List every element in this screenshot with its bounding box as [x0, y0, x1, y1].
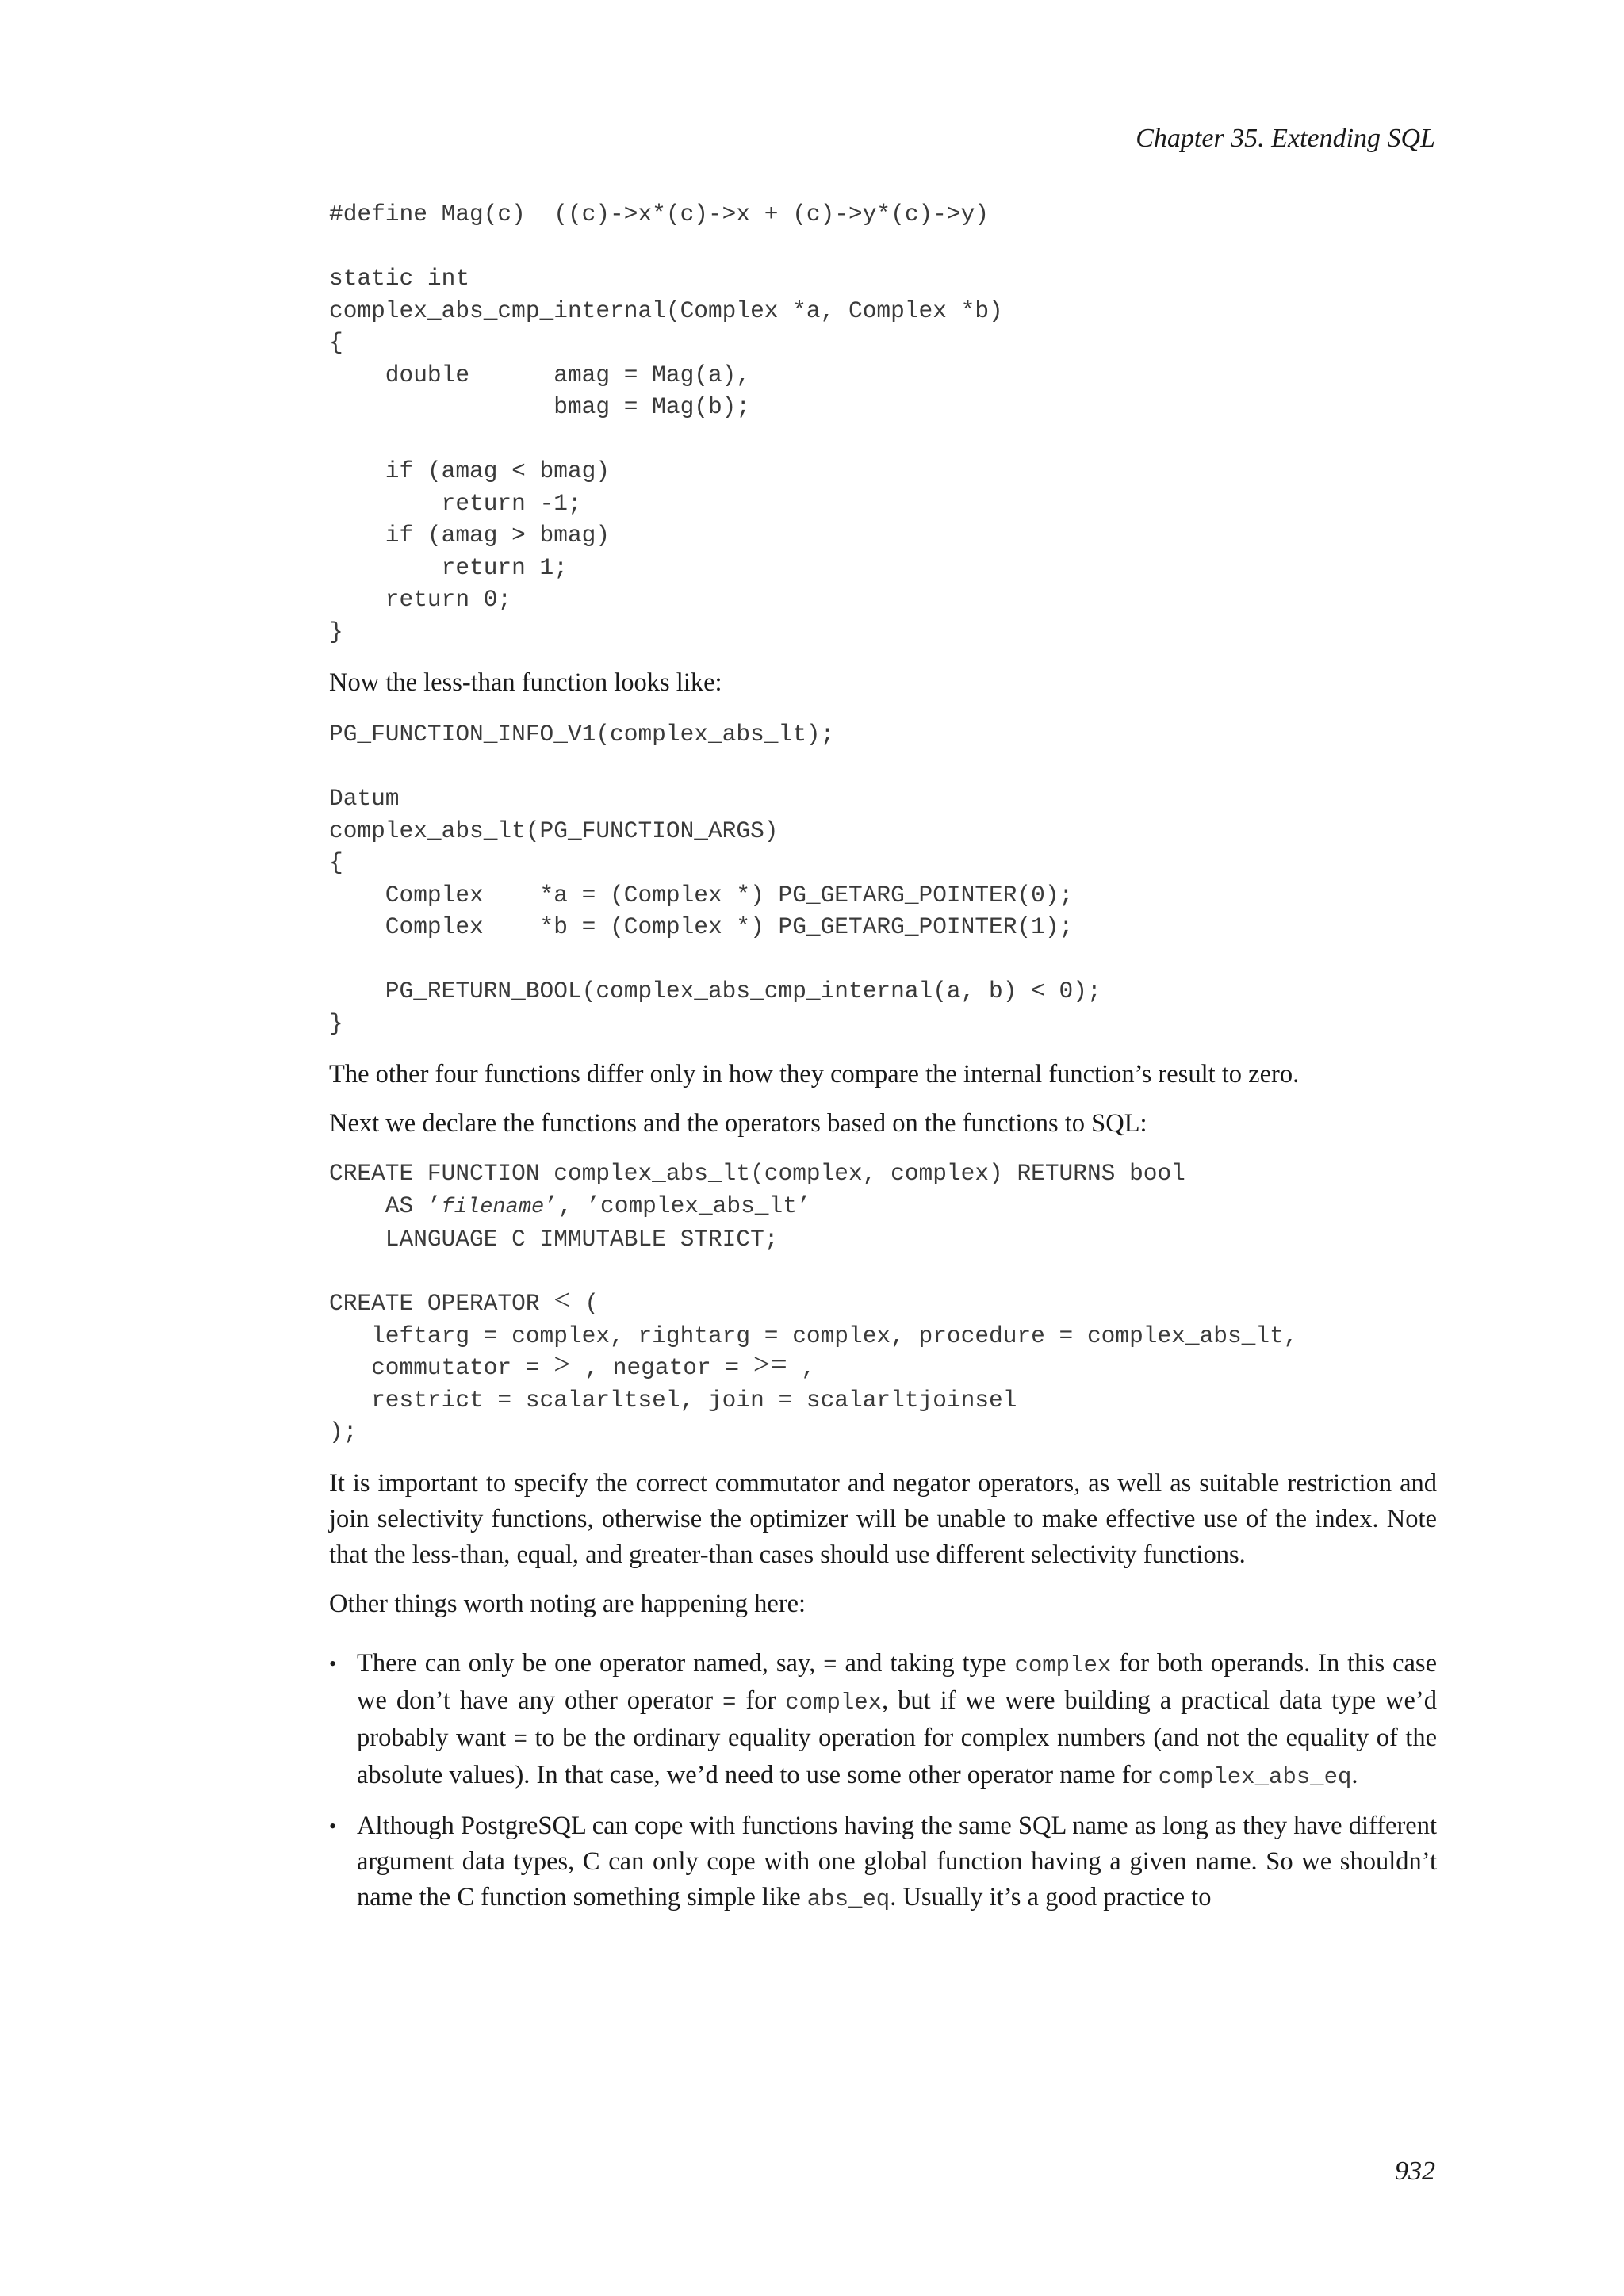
operator-symbol: >= [753, 1348, 787, 1381]
code-line: restrict = scalarltsel, join = scalarltjoinsel [329, 1386, 1017, 1414]
text: Although PostgreSQL can cope with functions having the same SQL name as long as they have different argument data types, C can only cope with one global function having a given name. So we shouldn’t name the C function something simple like [357, 1811, 1437, 1911]
code-line: , negator = [570, 1354, 753, 1381]
page-content [329, 198, 1437, 1917]
text: . [1351, 1760, 1358, 1789]
code-line: AS ’ [329, 1192, 442, 1219]
inline-code: = [823, 1651, 837, 1678]
text: and taking type [837, 1648, 1015, 1678]
inline-code: complex [1014, 1651, 1112, 1678]
code-block-cmp-internal: #define Mag(c) ((c)->x*(c)->x + (c)->y*(c)->y) static int complex_abs_cmp_internal(Complex *a, Complex *b) { double amag = Mag(a), bmag = Mag(b); if (amag < bmag) return -1; if (amag > bmag) return 1; return 0; } [329, 201, 1003, 645]
text: for [736, 1686, 786, 1715]
text: for both operands. In this case we don’t have any other operator [357, 1648, 1438, 1715]
code-line: ’, ’complex_abs_lt’ [544, 1192, 811, 1219]
code-line: CREATE FUNCTION complex_abs_lt(complex, complex) RETURNS bool [329, 1160, 1185, 1187]
inline-code: complex [785, 1689, 883, 1716]
inline-code: = [722, 1689, 737, 1716]
bullet-icon: • [329, 1651, 337, 1675]
chapter-header: Chapter 35. Extending SQL [1136, 124, 1435, 153]
paragraph-declare-functions: Next we declare the functions and the operators based on the functions to SQL: [329, 1109, 1147, 1138]
text: There can only be one operator named, say, [357, 1648, 824, 1678]
code-block-complex-abs-lt: PG_FUNCTION_INFO_V1(complex_abs_lt); Datum complex_abs_lt(PG_FUNCTION_ARGS) { Complex *a = (Complex *) PG_GETARG_POINTER(0); Complex *b = (Complex *) PG_GETARG_POINTER(1); PG_RETURN_BOOL(complex_abs_cmp_internal(a, b) < 0); } [329, 721, 1101, 1037]
inline-code: = [513, 1726, 527, 1753]
text: to be the ordinary equality operation for complex numbers (and not the equality of the absolute values). In that case, we’d need to use some other operator name for [357, 1723, 1438, 1789]
code-line: commutator = [329, 1354, 554, 1381]
bullet-icon: • [329, 1814, 337, 1838]
paragraph-other-functions: The other four functions differ only in how they compare the internal function’s result to zero. [329, 1060, 1300, 1089]
code-line: ( [570, 1290, 599, 1317]
code-line: leftarg = complex, rightarg = complex, procedure = complex_abs_lt, [329, 1322, 1298, 1349]
operator-symbol: < [553, 1284, 571, 1317]
operator-symbol: > [553, 1348, 571, 1381]
filename-placeholder: filename [441, 1195, 545, 1219]
code-line: LANGUAGE C IMMUTABLE STRICT; [329, 1226, 779, 1253]
notes-list [329, 1646, 1437, 1917]
text: , but if we were building a practical data type we’d probably want [357, 1686, 1437, 1752]
page-number: 932 [1395, 2156, 1435, 2186]
list-item [329, 1646, 1437, 1795]
code-line: , [787, 1354, 816, 1381]
code-line: CREATE OPERATOR [329, 1290, 554, 1317]
paragraph-other-things: Other things worth noting are happening here: [329, 1589, 806, 1618]
inline-code: abs_eq [806, 1885, 891, 1912]
inline-code: complex_abs_eq [1158, 1763, 1352, 1790]
text: . Usually it’s a good practice to [890, 1882, 1212, 1911]
code-block-sql-declarations [329, 1158, 1437, 1448]
paragraph-less-than-intro: Now the less-than function looks like: [329, 668, 722, 697]
paragraph-commutator-note: It is important to specify the correct commutator and negator operators, as well as suitable restriction and join selectivity functions, otherwise the optimizer will be unable to make effective use of the index. Note that the less-than, equal, and greater-than cases should use different selectivity functions. [329, 1468, 1437, 1569]
list-item [329, 1808, 1437, 1917]
code-line: ); [329, 1418, 358, 1445]
